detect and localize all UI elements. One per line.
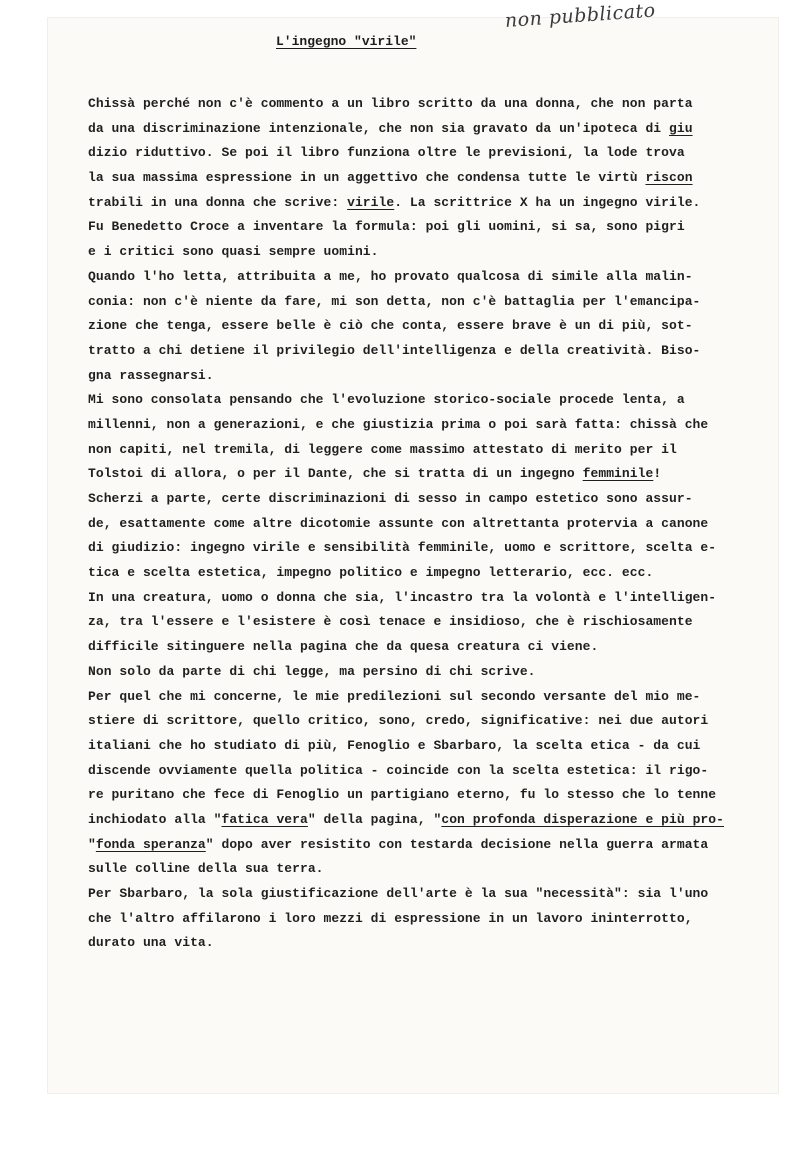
text-segment: Chissà perché non c'è commento a un libro scritto da una donna, che non parta bbox=[88, 96, 693, 111]
text-line bbox=[88, 462, 728, 487]
text-line bbox=[88, 660, 728, 685]
text-segment: Tolstoi di allora, o per il Dante, che si tratta di un ingegno bbox=[88, 466, 583, 482]
underlined-text: fonda speranza bbox=[95, 836, 206, 852]
text-line bbox=[88, 191, 728, 216]
text-segment: conia: non c'è niente da fare, mi son detta, non c'è battaglia per l'emancipa- bbox=[88, 293, 701, 309]
text-segment: ! bbox=[653, 466, 662, 482]
text-segment: Fu Benedetto Croce a inventare la formula: poi gli uomini, si sa, sono pigri bbox=[88, 219, 685, 235]
text-segment: trabili in una donna che scrive: bbox=[88, 194, 348, 210]
text-segment: Mi sono consolata pensando che l'evoluzione storico-sociale procede lenta, a bbox=[88, 392, 685, 408]
text-segment: " bbox=[88, 836, 96, 852]
text-segment: " dopo aver resistito con testarda decisione nella guerra armata bbox=[205, 836, 709, 852]
handwritten-note: non pubblicato bbox=[504, 0, 657, 32]
text-segment: Non solo da parte di chi legge, ma persino di chi scrive. bbox=[88, 663, 536, 679]
text-line bbox=[88, 907, 728, 932]
text-line bbox=[88, 314, 728, 339]
text-line bbox=[88, 808, 728, 833]
text-segment: Per Sbarbaro, la sola giustificazione dell'arte è la sua "necessità": sia l'uno bbox=[88, 886, 709, 901]
text-segment: re puritano che fece di Fenoglio un partigiano eterno, fu lo stesso che lo tenne bbox=[88, 787, 717, 803]
text-line bbox=[88, 290, 728, 315]
text-line bbox=[88, 166, 728, 191]
text-line bbox=[88, 685, 728, 710]
text-segment: la sua massima espressione in un aggettivo che condensa tutte le virtù bbox=[88, 170, 646, 186]
text-line bbox=[88, 882, 728, 907]
text-segment: discende ovviamente quella politica - coincide con la scelta estetica: il rigo- bbox=[88, 762, 709, 778]
text-segment: tratto a chi detiene il privilegio dell'intelligenza e della creatività. Biso- bbox=[88, 342, 701, 358]
underlined-text: con profonda disperazione e più pro- bbox=[441, 811, 724, 827]
text-segment: non capiti, nel tremila, di leggere come massimo attestato di merito per il bbox=[88, 441, 677, 457]
text-segment: za, tra l'essere e l'esistere è così tenace e insidioso, che è rischiosamente bbox=[88, 614, 693, 630]
text-segment: dizio riduttivo. Se poi il libro funziona oltre le previsioni, la lode trova bbox=[88, 145, 685, 161]
text-line bbox=[88, 536, 728, 561]
underlined-text: femminile bbox=[582, 466, 654, 482]
text-line bbox=[88, 734, 728, 759]
text-line bbox=[88, 635, 728, 660]
text-line bbox=[88, 265, 728, 290]
text-segment: inchiodato alla " bbox=[88, 811, 222, 827]
text-segment: da una discriminazione intenzionale, che non sia gravato da un'ipoteca di bbox=[88, 120, 669, 136]
text-segment: e i critici sono quasi sempre uomini. bbox=[88, 244, 379, 260]
text-segment: Scherzi a parte, certe discriminazioni di sesso in campo estetico sono assur- bbox=[88, 491, 693, 506]
text-line bbox=[88, 833, 728, 858]
text-line bbox=[88, 512, 728, 537]
text-line bbox=[88, 92, 728, 117]
text-line bbox=[88, 339, 728, 364]
text-segment: italiani che ho studiato di più, Fenoglio e Sbarbaro, la scelta etica - da cui bbox=[88, 737, 701, 753]
text-segment: tica e scelta estetica, impegno politico e impegno letterario, ecc. ecc. bbox=[88, 565, 654, 581]
text-line bbox=[88, 438, 728, 463]
text-segment: In una creatura, uomo o donna che sia, l'incastro tra la volontà e l'intelligen- bbox=[88, 589, 717, 605]
text-line bbox=[88, 240, 728, 265]
underlined-text: virile bbox=[347, 194, 395, 210]
text-segment: difficile sitinguere nella pagina che da quesa creatura ci viene. bbox=[88, 639, 599, 655]
text-line bbox=[88, 215, 728, 240]
text-segment: . La scrittrice X ha un ingegno virile. bbox=[394, 194, 701, 210]
text-segment: de, esattamente come altre dicotomie assunte con altrettanta protervia a canone bbox=[88, 515, 709, 531]
text-segment: Quando l'ho letta, attribuita a me, ho provato qualcosa di simile alla malin- bbox=[88, 268, 693, 284]
text-segment: sulle colline della sua terra. bbox=[88, 861, 324, 877]
text-segment: " della pagina, " bbox=[307, 811, 442, 827]
text-segment: durato una vita. bbox=[88, 935, 214, 951]
underlined-text: riscon bbox=[645, 170, 693, 186]
text-segment: zione che tenga, essere belle è ciò che conta, essere brave è un di più, sot- bbox=[88, 318, 693, 334]
text-segment: stiere di scrittore, quello critico, sono, credo, significative: nei due autori bbox=[88, 713, 709, 729]
text-line bbox=[88, 586, 728, 611]
text-line bbox=[88, 561, 728, 586]
text-line bbox=[88, 759, 728, 784]
text-line bbox=[88, 141, 728, 166]
text-line bbox=[88, 610, 728, 635]
underlined-text: fatica vera bbox=[221, 811, 308, 827]
text-line bbox=[88, 487, 728, 512]
text-line bbox=[88, 388, 728, 413]
text-line bbox=[88, 857, 728, 882]
text-line bbox=[88, 117, 728, 142]
document-body bbox=[88, 92, 728, 956]
text-line bbox=[88, 364, 728, 389]
text-line bbox=[88, 413, 728, 438]
document-title: L'ingegno "virile" bbox=[276, 34, 417, 49]
text-segment: di giudizio: ingegno virile e sensibilità femminile, uomo e scrittore, scelta e- bbox=[88, 540, 717, 556]
underlined-text: giu bbox=[669, 120, 693, 136]
text-segment: gna rassegnarsi. bbox=[88, 367, 214, 383]
text-segment: che l'altro affilarono i loro mezzi di espressione in un lavoro ininterrotto, bbox=[88, 910, 693, 926]
text-segment: Per quel che mi concerne, le mie predilezioni sul secondo versante del mio me- bbox=[88, 688, 701, 704]
text-line bbox=[88, 709, 728, 734]
text-line bbox=[88, 783, 728, 808]
text-line bbox=[88, 931, 728, 956]
text-segment: millenni, non a generazioni, e che giustizia prima o poi sarà fatta: chissà che bbox=[88, 416, 709, 432]
